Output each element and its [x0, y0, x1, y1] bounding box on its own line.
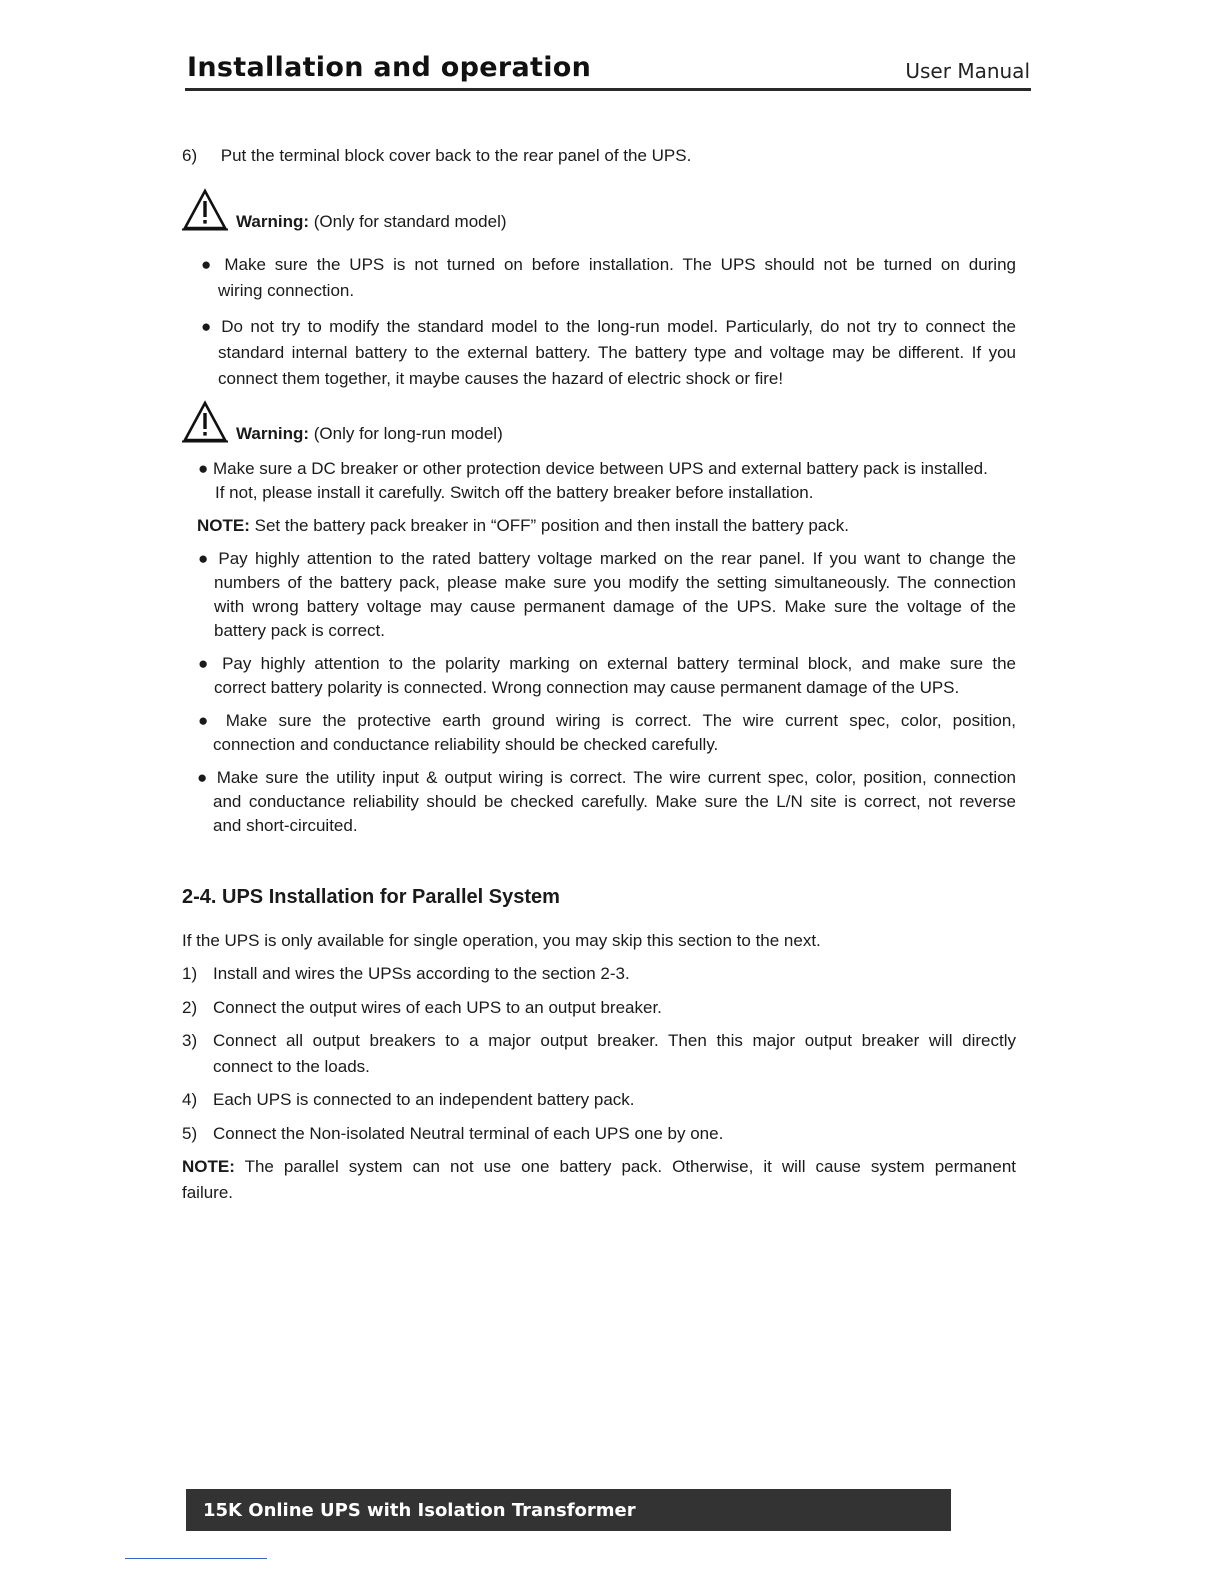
- note-text: Set the battery pack breaker in “OFF” position and then install the battery pack.: [249, 516, 849, 535]
- warning-scope: (Only for long-run model): [313, 424, 503, 443]
- warning2-bullet-5-line-1: ● Make sure the utility input & output wiring is correct. The wire current spec, color, position, connection: [197, 768, 1016, 787]
- warning-label: Warning:: [236, 212, 310, 231]
- warning-standard-heading: [182, 188, 507, 232]
- battery-note: [197, 514, 849, 538]
- page-header-doc-type: User Manual: [905, 59, 1030, 83]
- warning1-bullet-1-line-2: wiring connection.: [218, 281, 355, 300]
- parallel-note-line-1: [182, 1155, 1016, 1179]
- warning2-bullet-2-line-1: ● Pay highly attention to the rated battery voltage marked on the rear panel. If you want to change the: [198, 549, 1016, 568]
- warning2-bullet-5-line-2: and conductance reliability should be checked carefully. Make sure the L/N site is correct, not reverse: [213, 792, 1016, 811]
- step-6-text: 6) Put the terminal block cover back to the rear panel of the UPS.: [182, 146, 692, 165]
- warning2-bullet-1-line-1: ● Make sure a DC breaker or other protection device between UPS and external battery pack is installed.: [198, 459, 988, 478]
- warning-long-run-heading: [182, 400, 503, 444]
- step-2-number: 2): [182, 998, 198, 1017]
- warning-label: Warning:: [236, 424, 310, 443]
- step-1-text: Install and wires the UPSs according to the section 2-3.: [213, 964, 630, 983]
- step-3-text-line-2: connect to the loads.: [213, 1057, 370, 1076]
- step-4-number: 4): [182, 1090, 198, 1109]
- warning-triangle-icon: [182, 188, 228, 232]
- warning2-bullet-3-line-1: ● Pay highly attention to the polarity marking on external battery terminal block, and make sure the: [198, 654, 1016, 673]
- warning2-bullet-4-line-2: connection and conductance reliability should be checked carefully.: [213, 735, 719, 754]
- warning1-bullet-2-line-1: ● Do not try to modify the standard model to the long-run model. Particularly, do not try to connect the: [201, 317, 1016, 336]
- warning2-bullet-5-line-3: and short-circuited.: [213, 816, 358, 835]
- section-intro: If the UPS is only available for single operation, you may skip this section to the next.: [182, 931, 821, 950]
- parallel-note-line-2: failure.: [182, 1183, 234, 1202]
- step-5-text: Connect the Non-isolated Neutral terminal of each UPS one by one.: [213, 1124, 724, 1143]
- warning2-bullet-2-line-4: battery pack is correct.: [214, 621, 386, 640]
- step-2-text: Connect the output wires of each UPS to an output breaker.: [213, 998, 662, 1017]
- footer-bar: [186, 1489, 951, 1531]
- section-heading: 2-4. UPS Installation for Parallel System: [182, 886, 560, 908]
- warning1-bullet-2-line-2: standard internal battery to the external battery. The battery type and voltage may be different. If you: [218, 343, 1016, 362]
- warning2-bullet-2-line-2: numbers of the battery pack, please make sure you modify the setting simultaneously. The connection: [214, 573, 1016, 592]
- warning2-bullet-2-line-3: with wrong battery voltage may cause permanent damage of the UPS. Make sure the voltage of the: [214, 597, 1016, 616]
- warning-triangle-icon: [182, 400, 228, 444]
- header-divider: [185, 88, 1031, 91]
- note-label: NOTE:: [197, 516, 250, 535]
- warning1-bullet-2-line-3: connect them together, it maybe causes the hazard of electric shock or fire!: [218, 369, 784, 388]
- step-4-text: Each UPS is connected to an independent battery pack.: [213, 1090, 635, 1109]
- warning2-bullet-1-line-2: If not, please install it carefully. Switch off the battery breaker before installation.: [215, 483, 814, 502]
- page-header-title: Installation and operation: [187, 52, 592, 83]
- warning-scope: (Only for standard model): [313, 212, 507, 231]
- warning2-bullet-4-line-1: ● Make sure the protective earth ground wiring is correct. The wire current spec, color, position,: [198, 711, 1016, 730]
- step-3-text-line-1: Connect all output breakers to a major output breaker. Then this major output breaker will directly: [213, 1031, 1016, 1050]
- warning1-bullet-1-line-1: ● Make sure the UPS is not turned on before installation. The UPS should not be turned on during: [201, 255, 1016, 274]
- footer-product-title: 15K Online UPS with Isolation Transformer: [203, 1499, 636, 1521]
- step-3-number: 3): [182, 1031, 198, 1050]
- step-5-number: 5): [182, 1124, 198, 1143]
- step-1-number: 1): [182, 964, 198, 983]
- note-label: NOTE:: [182, 1157, 235, 1176]
- footer-link-rule: [125, 1558, 267, 1559]
- note-text: The parallel system can not use one battery pack. Otherwise, it will cause system permanent: [234, 1157, 1016, 1176]
- warning2-bullet-3-line-2: correct battery polarity is connected. Wrong connection may cause permanent damage of the UPS.: [214, 678, 960, 697]
